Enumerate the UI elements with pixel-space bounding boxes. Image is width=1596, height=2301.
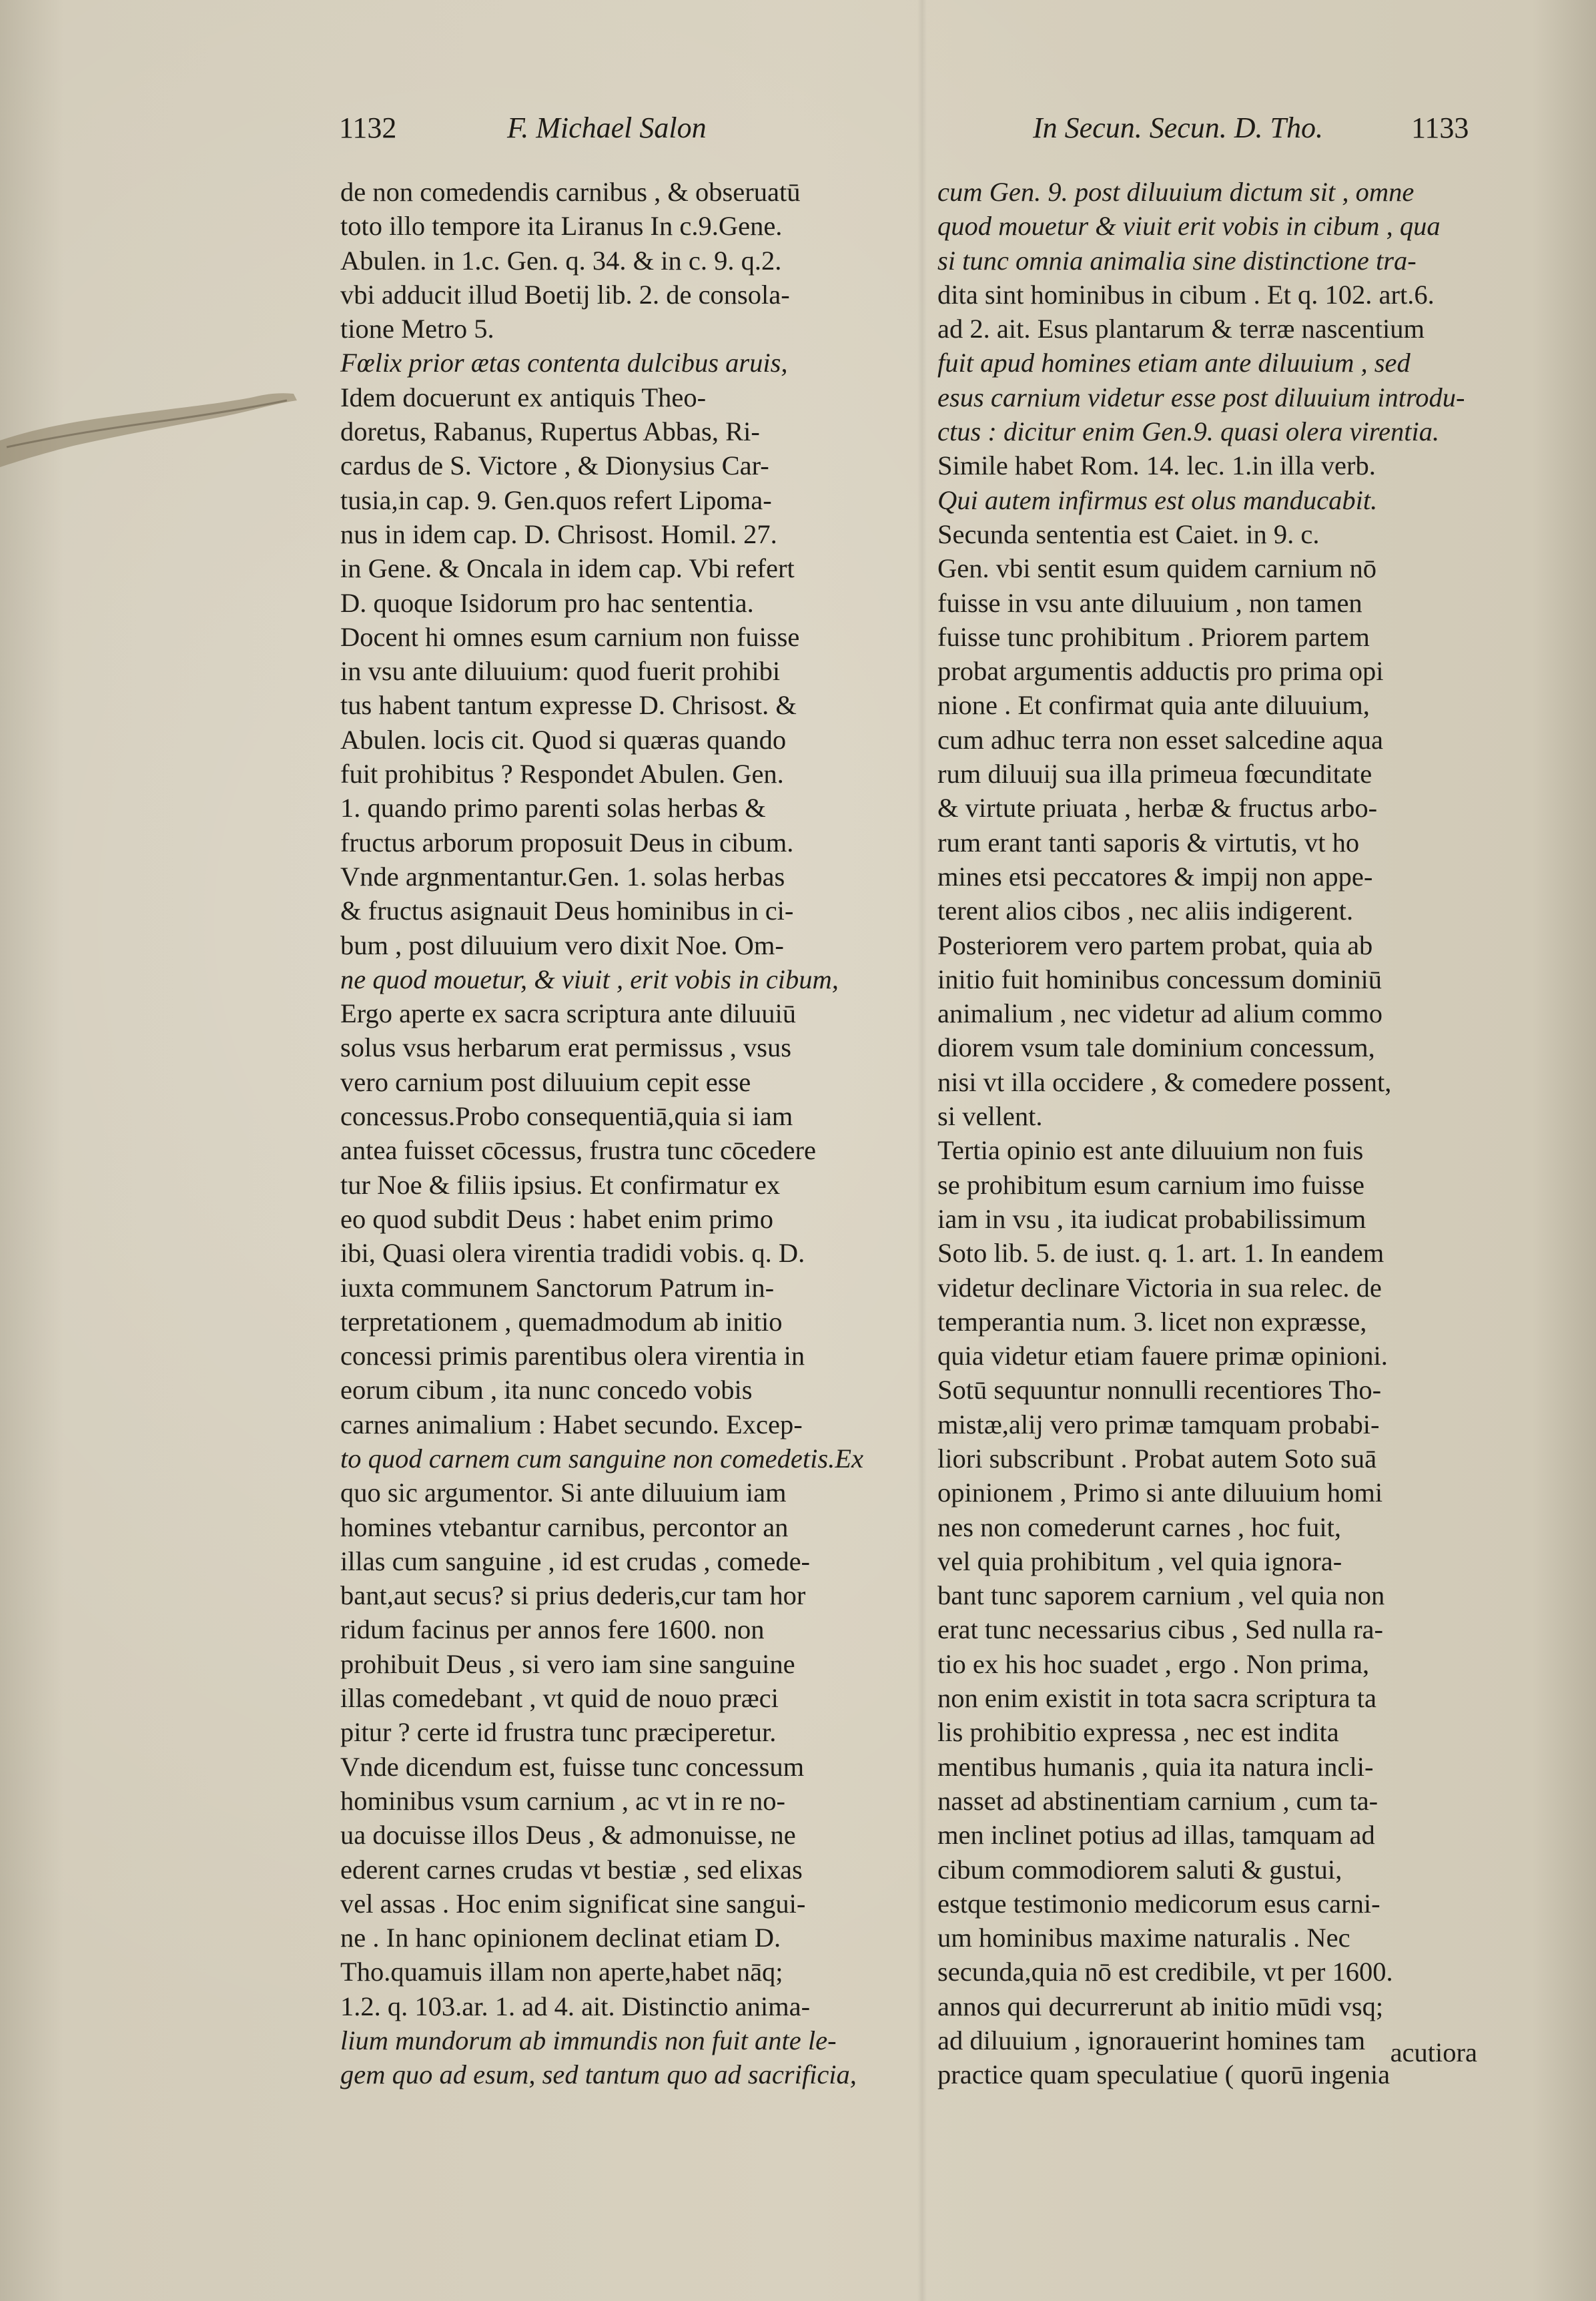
text-line: practice quam speculatiue ( quorū ingenia <box>937 2059 1390 2090</box>
text-line: annos qui decurrerunt ab initio mūdi vsq; <box>937 1991 1384 2021</box>
text-line: non enim existit in tota sacra scriptura ta <box>937 1683 1376 1714</box>
text-line: Vnde argnmentantur.Gen. 1. solas herbas <box>340 861 785 892</box>
text-line: & fructus asignauit Deus hominibus in ci- <box>340 896 794 926</box>
text-line: toto illo tempore ita Liranus In c.9.Gene. <box>340 211 783 242</box>
text-line: bum , post diluuium vero dixit Noe. Om- <box>340 930 784 960</box>
text-line: Posteriorem vero partem probat, quia ab <box>937 930 1373 960</box>
text-line: esus carnium videtur esse post diluuium introdu- <box>937 382 1465 412</box>
text-line: lium mundorum ab immundis non fuit ante le- <box>340 2025 837 2056</box>
text-line: opinionem , Primo si ante diluuium homi <box>937 1477 1383 1508</box>
text-line: fuit prohibitus ? Respondet Abulen. Gen. <box>340 759 784 789</box>
text-line: diorem vsum tale dominium concessum, <box>937 1032 1375 1063</box>
page-gutter <box>917 0 927 2301</box>
text-line: ederent carnes crudas vt bestiæ , sed elixas <box>340 1854 803 1885</box>
text-line: se prohibitum esum carnium imo fuisse <box>937 1169 1365 1200</box>
text-line: vbi adducit illud Boetij lib. 2. de consola- <box>340 279 790 310</box>
text-line: ne quod mouetur, & viuit , erit vobis in cibum, <box>340 964 839 994</box>
text-line: nione . Et confirmat quia ante diluuium, <box>937 690 1370 721</box>
text-line: & virtute priuata , herbæ & fructus arbo- <box>937 793 1378 824</box>
text-line: Simile habet Rom. 14. lec. 1.in illa verb. <box>937 450 1376 481</box>
text-line: si vellent. <box>937 1101 1043 1132</box>
text-line: cum adhuc terra non esset salcedine aqua <box>937 724 1383 755</box>
catchword: acutiora <box>1390 2037 1477 2067</box>
text-line: ridum facinus per annos fere 1600. non <box>340 1614 765 1645</box>
text-line: de non comedendis carnibus , & obseruatū <box>340 177 801 207</box>
text-line: Secunda sententia est Caiet. in 9. c. <box>937 519 1320 549</box>
text-line: Abulen. in 1.c. Gen. q. 34. & in c. 9. q.2. <box>340 245 782 276</box>
text-line: iuxta communem Sanctorum Patrum in- <box>340 1272 775 1303</box>
text-line: quia videtur etiam fauere primæ opinioni. <box>937 1341 1388 1371</box>
text-line: ua docuisse illos Deus , & admonuisse, ne <box>340 1820 796 1851</box>
text-line: cibum commodiorem saluti & gustui, <box>937 1854 1342 1885</box>
text-line: pitur ? certe id frustra tunc præciperetur. <box>340 1717 777 1748</box>
text-line: tione Metro 5. <box>340 314 494 344</box>
text-line: erat tunc necessarius cibus , Sed nulla ra- <box>937 1614 1384 1645</box>
text-line: rum erant tanti saporis & virtutis, vt ho <box>937 827 1360 858</box>
running-title-right: In Secun. Secun. D. Tho. <box>1033 111 1324 144</box>
text-line: men inclinet potius ad illas, tamquam ad <box>937 1820 1375 1851</box>
text-line: Soto lib. 5. de iust. q. 1. art. 1. In eandem <box>937 1238 1384 1269</box>
text-line: lis prohibitio expressa , nec est indita <box>937 1717 1339 1748</box>
text-line: gem quo ad esum, sed tantum quo ad sacrificia, <box>340 2059 857 2090</box>
paper-damage-stain <box>0 374 314 480</box>
text-line: Sotū sequuntur nonnulli recentiores Tho- <box>937 1375 1382 1405</box>
page-number-left: 1132 <box>339 111 397 144</box>
text-line: iam in vsu , ita iudicat probabilissimum <box>937 1203 1366 1234</box>
text-line: homines vtebantur carnibus, percontor an <box>340 1512 789 1542</box>
text-line: Gen. vbi sentit esum quidem carnium nō <box>937 553 1377 584</box>
text-line: 1. quando primo parenti solas herbas & <box>340 793 766 824</box>
text-line: bant tunc saporem carnium , vel quia non <box>937 1580 1385 1611</box>
text-line: ad diluuium , ignorauerint homines tam <box>937 2025 1366 2056</box>
text-line: tusia,in cap. 9. Gen.quos refert Lipoma- <box>340 484 772 515</box>
text-line: um hominibus maxime naturalis . Nec <box>937 1923 1350 1953</box>
text-line: terent alios cibos , nec aliis indigerent. <box>937 896 1354 926</box>
text-line: tio ex his hoc suadet , ergo . Non prima, <box>937 1648 1370 1679</box>
text-line: vel assas . Hoc enim significat sine sangui- <box>340 1888 806 1919</box>
text-line: in Gene. & Oncala in idem cap. Vbi refert <box>340 553 795 584</box>
text-line: terpretationem , quemadmodum ab initio <box>340 1306 783 1337</box>
text-line: nes non comederunt carnes , hoc fuit, <box>937 1512 1342 1542</box>
text-line: estque testimonio medicorum esus carni- <box>937 1888 1380 1919</box>
text-line: to quod carnem cum sanguine non comedetis.Ex <box>340 1443 863 1473</box>
text-line: temperantia num. 3. licet non expræsse, <box>937 1306 1367 1337</box>
text-line: tus habent tantum expresse D. Chrisost. & <box>340 690 797 721</box>
text-line: Tertia opinio est ante diluuium non fuis <box>937 1135 1364 1166</box>
text-line: Qui autem infirmus est olus manducabit. <box>937 484 1378 515</box>
text-line: prohibuit Deus , si vero iam sine sanguine <box>340 1648 795 1679</box>
text-line: doretus, Rabanus, Rupertus Abbas, Ri- <box>340 416 760 447</box>
text-line: concessi primis parentibus olera virentia in <box>340 1341 805 1371</box>
text-line: ad 2. ait. Esus plantarum & terræ nascentium <box>937 314 1425 344</box>
text-line: initio fuit hominibus concessum dominiū <box>937 964 1382 994</box>
text-line: ctus : dicitur enim Gen.9. quasi olera virentia. <box>937 416 1440 447</box>
text-line: vero carnium post diluuium cepit esse <box>340 1066 751 1097</box>
text-line: nus in idem cap. D. Chrisost. Homil. 27. <box>340 519 777 549</box>
text-line: solus vsus herbarum erat permissus , vsus <box>340 1032 792 1063</box>
text-line: Ergo aperte ex sacra scriptura ante diluuiū <box>340 998 796 1029</box>
text-line: Abulen. locis cit. Quod si quæras quando <box>340 724 787 755</box>
text-line: probat argumentis adductis pro prima opi <box>937 656 1384 687</box>
text-line: quod mouetur & viuit erit vobis in cibum , qua <box>937 211 1441 242</box>
text-line: ibi, Quasi olera virentia tradidi vobis. q. D. <box>340 1238 805 1269</box>
text-line: bant,aut secus? si prius dederis,cur tam hor <box>340 1580 806 1611</box>
text-line: hominibus vsum carnium , ac vt in re no- <box>340 1785 786 1816</box>
page-number-right: 1133 <box>1411 111 1469 144</box>
text-line: rum diluuij sua illa primeua fœcunditate <box>937 759 1372 789</box>
text-line: fuisse in vsu ante diluuium , non tamen <box>937 587 1362 618</box>
text-line: concessus.Probo consequentiā,quia si iam <box>340 1101 793 1132</box>
text-line: Tho.quamuis illam non aperte,habet nāq; <box>340 1957 783 1987</box>
text-line: secunda,quia nō est credibile, vt per 1600. <box>937 1957 1393 1987</box>
text-line: illas comedebant , vt quid de nouo præci <box>340 1683 779 1714</box>
text-line: fuit apud homines etiam ante diluuium , sed <box>937 348 1411 378</box>
text-line: nisi vt illa occidere , & comedere possent, <box>937 1066 1392 1097</box>
text-line: fuisse tunc prohibitum . Priorem partem <box>937 621 1370 652</box>
text-line: Docent hi omnes esum carnium non fuisse <box>340 621 800 652</box>
text-line: carnes animalium : Habet secundo. Excep- <box>340 1409 803 1439</box>
text-line: videtur declinare Victoria in sua relec. de <box>937 1272 1382 1303</box>
text-line: tur Noe & filiis ipsius. Et confirmatur ex <box>340 1169 781 1200</box>
text-line: fructus arborum proposuit Deus in cibum. <box>340 827 794 858</box>
text-line: Vnde dicendum est, fuisse tunc concessum <box>340 1751 805 1782</box>
text-line: mines etsi peccatores & impij non appe- <box>937 861 1373 892</box>
text-line: mentibus humanis , quia ita natura incli- <box>937 1751 1374 1782</box>
text-line: Fœlix prior ætas contenta dulcibus aruis, <box>340 348 788 378</box>
text-line: cum Gen. 9. post diluuium dictum sit , omne <box>937 177 1415 207</box>
text-line: D. quoque Isidorum pro hac sententia. <box>340 587 754 618</box>
text-line: ne . In hanc opinionem declinat etiam D. <box>340 1923 781 1953</box>
text-line: quo sic argumentor. Si ante diluuium iam <box>340 1477 787 1508</box>
text-line: dita sint hominibus in cibum . Et q. 102. art.6. <box>937 279 1435 310</box>
text-line: antea fuisset cōcessus, frustra tunc cōcedere <box>340 1135 816 1166</box>
text-line: in vsu ante diluuium: quod fuerit prohibi <box>340 656 781 687</box>
left-text-column <box>340 175 887 2092</box>
text-line: 1.2. q. 103.ar. 1. ad 4. ait. Distinctio anima- <box>340 1991 811 2021</box>
text-line: eorum cibum , ita nunc concedo vobis <box>340 1375 753 1405</box>
text-line: illas cum sanguine , id est crudas , comede- <box>340 1546 811 1576</box>
running-title-left: F. Michael Salon <box>507 111 707 144</box>
right-text-column <box>937 175 1481 2092</box>
text-line: eo quod subdit Deus : habet enim primo <box>340 1203 774 1234</box>
text-line: si tunc omnia animalia sine distinctione tra- <box>937 245 1417 276</box>
text-line: nasset ad abstinentiam carnium , cum ta- <box>937 1785 1378 1816</box>
text-line: mistæ,alij vero primæ tamquam probabi- <box>937 1409 1380 1439</box>
text-line: vel quia prohibitum , vel quia ignora- <box>937 1546 1342 1576</box>
text-line: cardus de S. Victore , & Dionysius Car- <box>340 450 769 481</box>
text-line: animalium , nec videtur ad alium commo <box>937 998 1382 1029</box>
text-line: Idem docuerunt ex antiquis Theo- <box>340 382 707 412</box>
text-line: liori subscribunt . Probat autem Soto suā <box>937 1443 1377 1473</box>
